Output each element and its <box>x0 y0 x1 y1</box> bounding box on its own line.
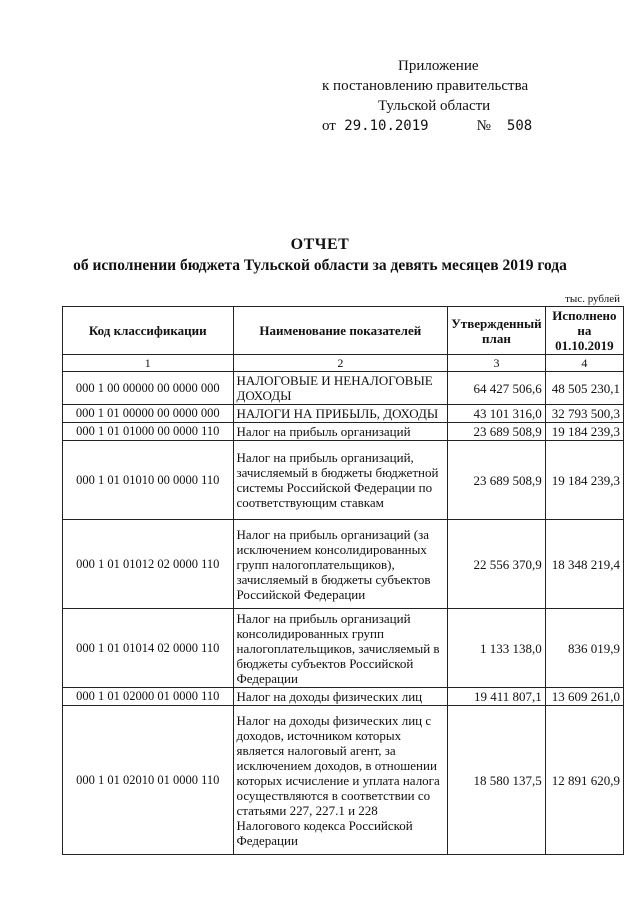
row-name: Налог на прибыль организаций (за исключением консолидированных групп налогоплательщиков), зачисляемый в бюджеты субъектов Российской Федерации <box>233 520 448 609</box>
row-code: 000 1 01 02000 01 0000 110 <box>63 688 234 706</box>
row-plan: 18 580 137,5 <box>448 706 546 855</box>
header-name: Наименование показателей <box>233 307 448 355</box>
colnum-2: 2 <box>233 355 448 372</box>
report-title: ОТЧЕТ <box>290 236 350 253</box>
row-name: Налог на прибыль организаций <box>233 423 448 441</box>
table-row <box>63 688 624 706</box>
row-plan: 23 689 508,9 <box>448 423 546 441</box>
table-row <box>63 372 624 405</box>
row-name: Налог на доходы физических лиц <box>233 688 448 706</box>
row-name: Налог на прибыль организаций консолидированных групп налогоплательщиков, зачисляемый в бюджеты субъектов Российской Федерации <box>233 609 448 688</box>
table-row <box>63 609 624 688</box>
units-label: тыс. рублей <box>565 293 620 305</box>
date-prefix: от <box>322 118 336 134</box>
row-done: 18 348 219,4 <box>545 520 623 609</box>
report-subtitle: об исполнении бюджета Тульской области за девять месяцев 2019 года <box>73 257 567 274</box>
budget-table <box>62 306 624 855</box>
annex-line-1: Приложение <box>398 58 479 74</box>
table-row <box>63 441 624 520</box>
row-done: 836 019,9 <box>545 609 623 688</box>
row-plan: 43 101 316,0 <box>448 405 546 423</box>
row-code: 000 1 01 01010 00 0000 110 <box>63 441 234 520</box>
row-name: Налог на доходы физических лиц с доходов, источником которых является налоговый агент, за исключением доходов, в отношении которых исчисление и уплата налога осуществляются в соответствии со статьями 227, 227.1 и 228 Налогового кодекса Российской Федерации <box>233 706 448 855</box>
row-code: 000 1 01 01000 00 0000 110 <box>63 423 234 441</box>
row-code: 000 1 01 01012 02 0000 110 <box>63 520 234 609</box>
row-plan: 22 556 370,9 <box>448 520 546 609</box>
table-row <box>63 423 624 441</box>
column-numbers-row <box>63 355 624 372</box>
row-code: 000 1 01 00000 00 0000 000 <box>63 405 234 423</box>
row-name: Налог на прибыль организаций, зачисляемый в бюджеты бюджетной системы Российской Федерации по соответствующим ставкам <box>233 441 448 520</box>
header-code: Код классификации <box>63 307 234 355</box>
number-sign: № <box>476 118 491 134</box>
table-row <box>63 706 624 855</box>
annex-block <box>322 56 562 136</box>
table-header-row <box>63 307 624 355</box>
colnum-3: 3 <box>448 355 546 372</box>
annex-line-2: к постановлению правительства <box>322 78 529 94</box>
row-code: 000 1 01 02010 01 0000 110 <box>63 706 234 855</box>
row-done: 19 184 239,3 <box>545 441 623 520</box>
annex-date: 29.10.2019 <box>344 118 429 134</box>
table-row <box>63 520 624 609</box>
row-plan: 1 133 138,0 <box>448 609 546 688</box>
annex-number: 508 <box>506 118 533 134</box>
row-plan: 19 411 807,1 <box>448 688 546 706</box>
row-done: 48 505 230,1 <box>545 372 623 405</box>
row-done: 13 609 261,0 <box>545 688 623 706</box>
row-done: 19 184 239,3 <box>545 423 623 441</box>
row-plan: 23 689 508,9 <box>448 441 546 520</box>
header-plan: Утвержденный план <box>448 307 546 355</box>
annex-line-3: Тульской области <box>378 98 491 114</box>
colnum-1: 1 <box>63 355 234 372</box>
colnum-4: 4 <box>545 355 623 372</box>
row-done: 12 891 620,9 <box>545 706 623 855</box>
header-done: Исполнено на 01.10.2019 <box>545 307 623 355</box>
table-row <box>63 405 624 423</box>
annex-date-line <box>322 116 562 136</box>
row-code: 000 1 00 00000 00 0000 000 <box>63 372 234 405</box>
row-name: НАЛОГИ НА ПРИБЫЛЬ, ДОХОДЫ <box>233 405 448 423</box>
row-code: 000 1 01 01014 02 0000 110 <box>63 609 234 688</box>
row-done: 32 793 500,3 <box>545 405 623 423</box>
row-plan: 64 427 506,6 <box>448 372 546 405</box>
row-name: НАЛОГОВЫЕ И НЕНАЛОГОВЫЕ ДОХОДЫ <box>233 372 448 405</box>
